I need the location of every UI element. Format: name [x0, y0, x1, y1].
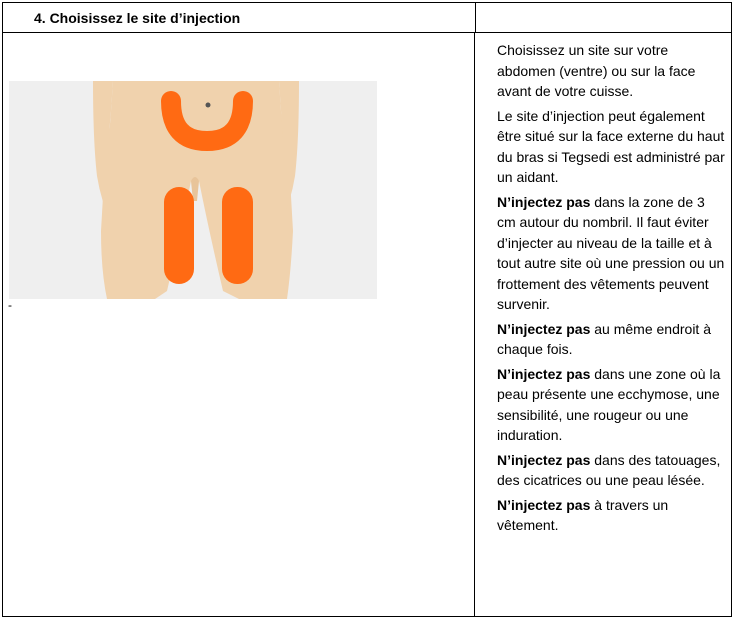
column-divider [474, 32, 475, 616]
warning-label: N’injectez pas [497, 193, 591, 210]
warning-text: dans la zone de 3 cm autour du nombril. Il faut éviter d’injecter au niveau de la taille et à tout autre site où une pression ou un frottement des vêtements peuvent survenir. [497, 193, 725, 312]
step-header-row [2, 2, 732, 33]
figure-caption-mark: - [8, 298, 12, 312]
warning-label: N’injectez pas [497, 365, 591, 382]
warning-text: à travers un vêtement. [497, 496, 669, 533]
instruction-paragraph [497, 106, 727, 188]
warning-text: au même endroit à chaque fois. [497, 320, 711, 357]
warning-label: N’injectez pas [497, 451, 591, 468]
warning-text: dans une zone où la peau présente une ecchymose, une sensibilité, une rougeur ou une induration. [497, 365, 721, 443]
instructions-column [497, 40, 727, 540]
injection-site-figure [9, 81, 377, 299]
warning-paragraph [497, 364, 727, 446]
instruction-text: Choisissez un site sur votre abdomen (ventre) ou sur la face avant de votre cuisse. [497, 42, 696, 99]
right-thigh-zone-icon [222, 187, 253, 284]
instruction-text: Le site d’injection peut également être situé sur la face externe du haut du bras si Tegsedi est administré par un aidant. [497, 107, 725, 185]
navel-icon [206, 103, 211, 108]
step-body-row [2, 32, 732, 617]
warning-paragraph [497, 192, 727, 315]
warning-label: N’injectez pas [497, 496, 591, 513]
warning-label: N’injectez pas [497, 320, 591, 337]
warning-text: dans des tatouages, des cicatrices ou une peau lésée. [497, 451, 721, 488]
step-title: 4. Choisissez le site d’injection [34, 10, 241, 26]
warning-paragraph [497, 319, 727, 360]
column-divider [475, 3, 476, 32]
warning-paragraph [497, 450, 727, 491]
left-thigh-zone-icon [164, 187, 194, 284]
warning-paragraph [497, 495, 727, 536]
instruction-paragraph [497, 40, 727, 102]
